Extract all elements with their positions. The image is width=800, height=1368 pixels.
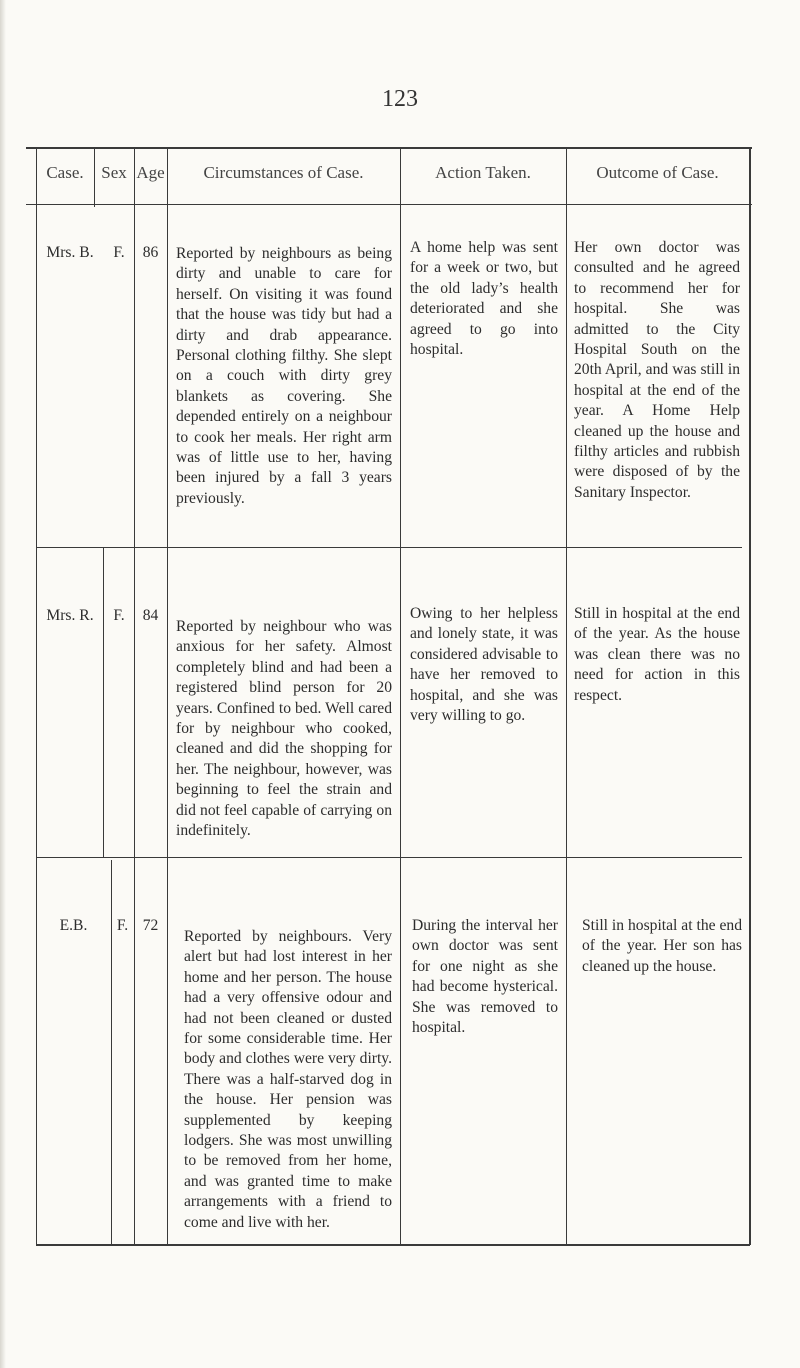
row-separator: [36, 857, 742, 858]
column-rule: [400, 147, 401, 1245]
column-rule: [134, 147, 135, 1245]
row-3-sex: F.: [116, 917, 129, 934]
header-circumstances: Circumstances of Case.: [203, 163, 364, 182]
table-bottom-rule: [36, 1244, 750, 1246]
row-1-case: Mrs. B.: [46, 244, 94, 261]
row-separator: [36, 547, 742, 548]
row-2-case: Mrs. R.: [46, 607, 94, 624]
column-rule: [36, 147, 37, 1245]
header-case: Case.: [46, 163, 84, 182]
row-3-age: 72: [142, 917, 159, 934]
row-3-action: During the interval her own doctor was sent for one night as she had become hysterical. She was removed to hospital.: [412, 917, 558, 1037]
header-sex: Sex: [101, 163, 127, 182]
row-1-circumstances: Reported by neighbours as being dirty and unable to care for herself. On visiting it was found that the house was tidy but had a dirty and drab appearance. Personal clothing filthy. She slept on a couch with dirty grey blankets as covering. She depended entirely on a neighbour to cook her meals. Her right arm was of little use to her, having been injured by a fall 3 years previously.: [176, 245, 392, 507]
column-rule: [749, 147, 751, 1245]
row-3-circumstances: Reported by neighbours. Very alert but had lost interest in her home and her person. The house had a very offensive odour and had not been cleaned or dusted for some considerable time. Her body and clothes were very dirty. There was a half-starved dog in the house. Her pension was supplemented by keeping lodgers. She was most unwilling to be removed from her home, and was granted time to make arrangements with a friend to come and live with her.: [184, 928, 392, 1231]
header-outcome: Outcome of Case.: [596, 163, 719, 182]
row-1-action: A home help was sent for a week or two, but the old lady’s health deteriorated and she agreed to go into hospital.: [410, 239, 558, 359]
row-2-circumstances: Reported by neighbour who was anxious for her safety. Almost completely blind and had been a registered blind person for 20 years. Confined to bed. Well cared for by neighbour who cooked, cleaned and did the shopping for her. The neighbour, however, was beginning to feel the strain and did not feel capable of carrying on indefinitely.: [176, 618, 392, 840]
row-3-case: E.B.: [59, 917, 88, 934]
column-rule: [167, 147, 168, 1245]
header-action: Action Taken.: [435, 163, 531, 182]
row-1-outcome: Her own doctor was consulted and he agreed to recommend her for hospital. She was admitted to the City Hospital South on the 20th April, and was still in hospital at the end of the year. A Home Help cleaned up the house and filthy articles and rubbish were disposed of by the Sanitary Inspector.: [574, 239, 740, 501]
page-number: 123: [382, 86, 418, 112]
row-2-outcome: Still in hospital at the end of the year. As the house was clean there was no need for action in this respect.: [574, 605, 740, 704]
column-rule: [566, 147, 567, 1245]
header-age: Age: [136, 163, 165, 182]
column-rule: [103, 548, 104, 858]
row-1-age: 86: [142, 244, 159, 261]
row-3-outcome: Still in hospital at the end of the year. Her son has cleaned up the house.: [582, 917, 742, 975]
row-2-age: 84: [142, 607, 159, 624]
row-2-action: Owing to her helpless and lonely state, it was considered advisable to have her removed to hospital, and she was very willing to go.: [410, 605, 558, 725]
row-1-sex: F.: [113, 244, 125, 261]
row-2-sex: F.: [113, 607, 125, 624]
